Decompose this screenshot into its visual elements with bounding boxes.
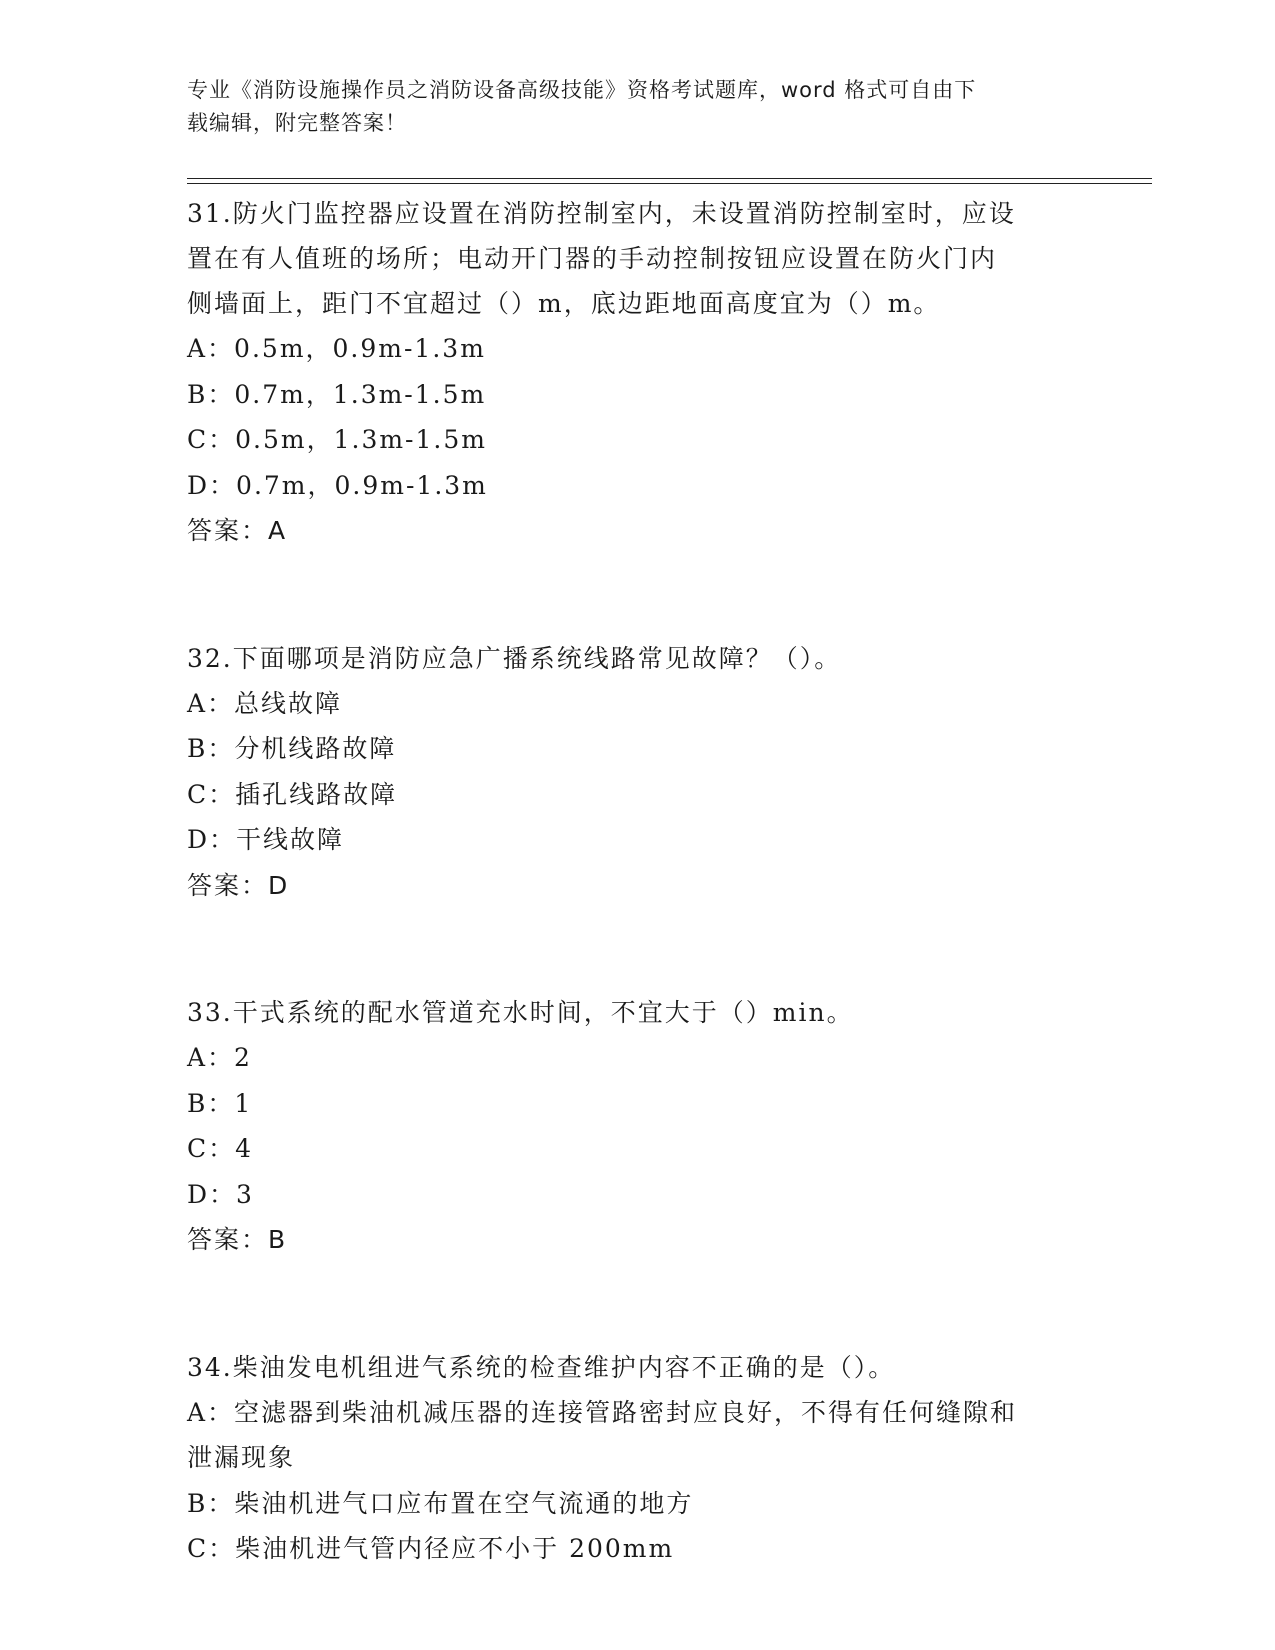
question-stem-line: 34.柴油发电机组进气系统的检查维护内容不正确的是（）。 — [187, 1352, 896, 1382]
option-a: A：空滤器到柴油机减压器的连接管路密封应良好，不得有任何缝隙和 — [187, 1397, 1018, 1427]
question-stem-line: 31.防火门监控器应设置在消防控制室内，未设置消防控制室时，应设 — [187, 199, 1016, 228]
document-header — [187, 74, 1067, 140]
question-stem-line: 33.干式系统的配水管道充水时间，不宜大于（）min。 — [187, 998, 854, 1027]
answer-line: 答案：B — [187, 1225, 288, 1254]
option-d: D：0.7m，0.9m-1.3m — [187, 470, 488, 500]
option-c: C：柴油机进气管内径应不小于 200mm — [187, 1534, 675, 1563]
option-c: C：4 — [187, 1134, 254, 1163]
header-divider — [187, 183, 1152, 184]
option-b: B：分机线路故障 — [187, 734, 397, 763]
option-b: B：柴油机进气口应布置在空气流通的地方 — [187, 1488, 694, 1518]
question-stem-line: 置在有人值班的场所；电动开门器的手动控制按钮应设置在防火门内 — [187, 244, 998, 273]
option-a-continued: 泄漏现象 — [187, 1443, 296, 1472]
spacer — [187, 908, 1087, 990]
header-line: 载编辑，附完整答案！ — [187, 111, 407, 135]
option-a: A：0.5m，0.9m-1.3m — [187, 334, 486, 363]
option-b: B：1 — [187, 1088, 253, 1118]
question-32 — [187, 636, 1087, 909]
option-c: C：插孔线路故障 — [187, 779, 398, 809]
spacer — [187, 554, 1087, 636]
option-d: D：3 — [187, 1179, 254, 1209]
question-31 — [187, 191, 1087, 554]
option-d: D：干线故障 — [187, 825, 345, 854]
question-list — [187, 191, 1087, 1572]
option-a: A：2 — [187, 1043, 252, 1072]
option-a: A：总线故障 — [187, 688, 343, 718]
question-34 — [187, 1345, 1087, 1572]
header-divider — [187, 178, 1152, 179]
question-33 — [187, 990, 1087, 1263]
option-c: C：0.5m，1.3m-1.5m — [187, 425, 487, 454]
answer-line: 答案：D — [187, 870, 290, 900]
spacer — [187, 1263, 1087, 1345]
header-line: 专业《消防设施操作员之消防设备高级技能》资格考试题库，word 格式可自由下 — [187, 78, 977, 102]
question-stem-line: 侧墙面上，距门不宜超过（）m，底边距地面高度宜为（）m。 — [187, 289, 941, 318]
answer-line: 答案：A — [187, 516, 288, 545]
question-stem-line: 32.下面哪项是消防应急广播系统线路常见故障？（）。 — [187, 643, 842, 673]
option-b: B：0.7m，1.3m-1.5m — [187, 379, 487, 409]
